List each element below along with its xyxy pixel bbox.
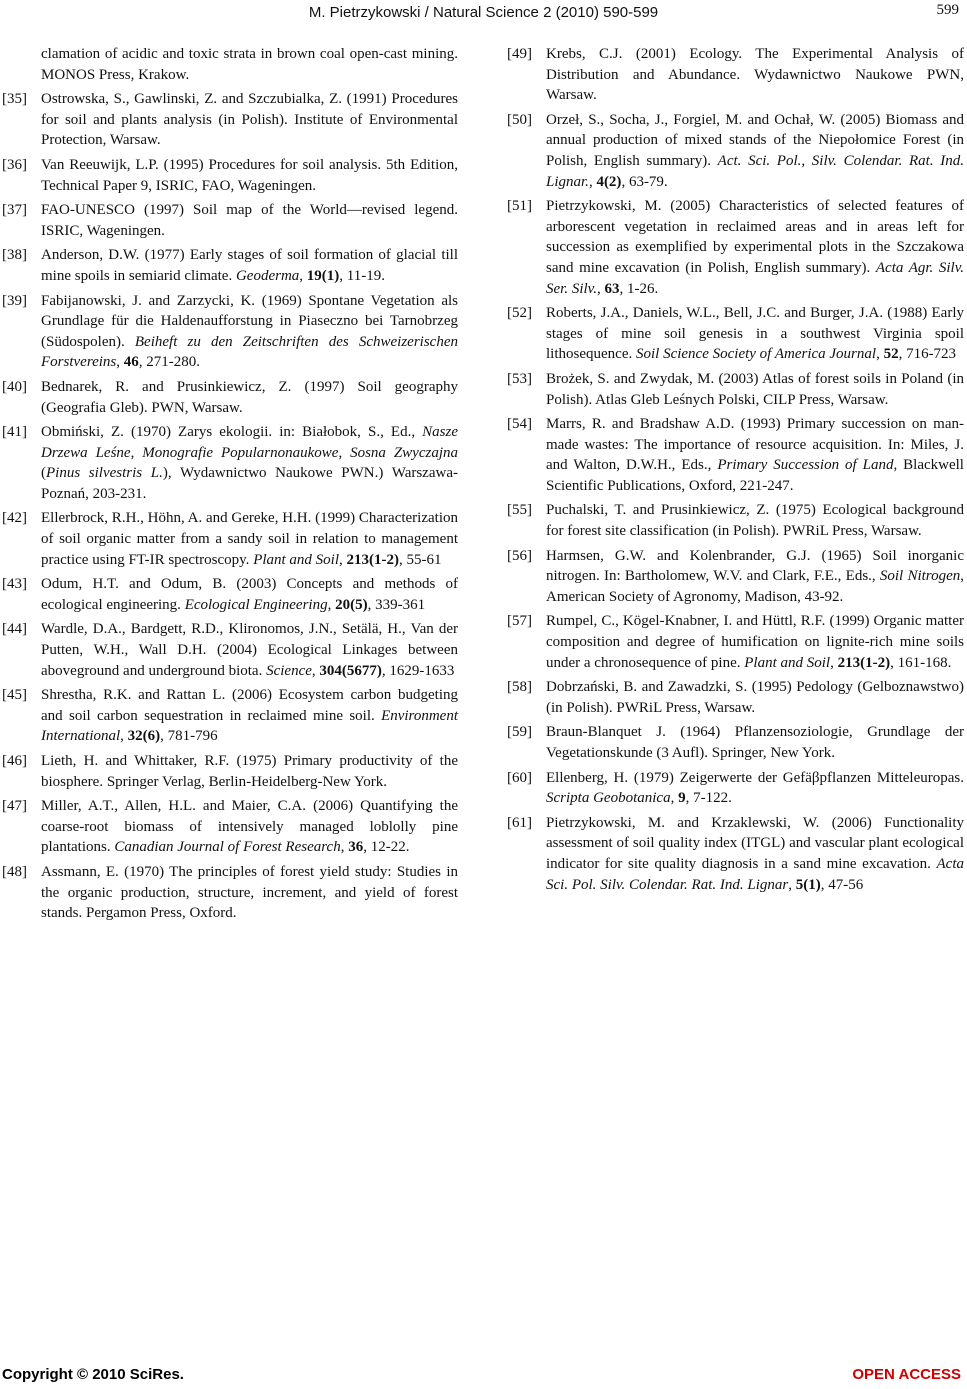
reference-source: Soil Science Society of America Journal bbox=[635, 346, 877, 363]
reference-number: [40] bbox=[2, 378, 27, 395]
reference-number: [54] bbox=[507, 416, 532, 433]
reference-fragment: Ostrowska, S., Gawlinski, Z. and Szczubialka, Z. (1991) Procedures for soil and plants analysis (in Polish). Institute of Environmental Protection, Warsaw. bbox=[41, 91, 458, 149]
reference-text bbox=[546, 110, 964, 192]
reference-number: [38] bbox=[2, 247, 27, 264]
reference-fragment: , bbox=[788, 876, 796, 893]
reference-source: Nasze Drzewa Leśne bbox=[41, 424, 458, 461]
reference-item bbox=[2, 751, 458, 792]
reference-text bbox=[41, 89, 458, 151]
reference-volume: 4(2) bbox=[596, 173, 622, 190]
reference-fragment: Shrestha, R.K. and Rattan L. (2006) Ecosystem carbon budgeting and soil carbon sequestration in reclaimed mine soil. bbox=[41, 687, 458, 724]
reference-fragment: , bbox=[670, 790, 679, 807]
reference-number: [43] bbox=[2, 576, 27, 593]
reference-item bbox=[2, 422, 458, 504]
reference-text bbox=[546, 369, 964, 410]
reference-fragment: , bbox=[327, 596, 336, 613]
reference-volume: 20(5) bbox=[335, 596, 368, 613]
reference-item bbox=[507, 369, 964, 410]
reference-volume: 32(6) bbox=[127, 728, 161, 745]
reference-item bbox=[507, 414, 964, 496]
reference-item bbox=[507, 611, 964, 673]
reference-text bbox=[546, 414, 964, 496]
reference-fragment: , 55-61 bbox=[399, 551, 442, 568]
reference-fragment: , bbox=[339, 551, 347, 568]
reference-fragment: Roberts, J.A., Daniels, W.L., Bell, J.C. and Burger, J.A. (1988) Early stages of mine soil genesis in a southwest Virginia spoil lithosequence. bbox=[546, 305, 964, 363]
right-column bbox=[507, 44, 964, 899]
reference-volume: 52 bbox=[883, 346, 899, 363]
reference-fragment: ( bbox=[41, 465, 46, 482]
reference-text bbox=[546, 722, 964, 763]
reference-fragment: , bbox=[876, 346, 884, 363]
open-access-label: OPEN ACCESS bbox=[852, 1366, 961, 1383]
reference-fragment: , 271-280. bbox=[138, 354, 201, 371]
reference-fragment: Dobrzański, B. and Zawadzki, S. (1995) Pedology (Gelboznawstwo) (in Polish). PWRiL Press, Warsaw. bbox=[546, 679, 964, 716]
reference-number: [60] bbox=[507, 769, 532, 786]
reference-item bbox=[2, 508, 458, 570]
reference-number: [50] bbox=[507, 111, 532, 128]
reference-text bbox=[41, 685, 458, 747]
reference-number: [48] bbox=[2, 863, 27, 880]
reference-fragment: Pietrzykowski, M. (2005) Characteristics of selected features of arborescent vegetation in reclaimed areas and in areas left for succession as exemplified by experimental plots in the Szczakowa sand mine excavation (in Polish, English summary). bbox=[546, 198, 964, 276]
reference-source: Acta Sci. Pol. Silv. Colendar. Rat. Ind. Lignar bbox=[546, 855, 964, 893]
reference-number: [52] bbox=[507, 305, 532, 322]
reference-fragment: , 63-79. bbox=[621, 173, 668, 190]
reference-source: Monografie Popularnonaukowe bbox=[142, 444, 339, 461]
reference-text bbox=[41, 508, 458, 570]
reference-item bbox=[2, 796, 458, 858]
reference-source: Environment International bbox=[41, 707, 458, 745]
reference-item bbox=[2, 619, 458, 681]
reference-item bbox=[507, 722, 964, 763]
reference-text bbox=[41, 796, 458, 858]
reference-fragment: Ellenberg, H. (1979) Zeigerwerte der Gefäβpflanzen Mitteleuropas. bbox=[546, 769, 964, 786]
reference-source: Geoderma bbox=[235, 267, 300, 284]
reference-item bbox=[507, 677, 964, 718]
right-reference-list bbox=[507, 44, 964, 895]
reference-text bbox=[41, 155, 458, 196]
reference-continuation: clamation of acidic and toxic strata in brown coal open-cast mining. MONOS Press, Krakow. bbox=[41, 46, 458, 83]
left-column bbox=[2, 44, 458, 928]
reference-item bbox=[507, 546, 964, 608]
reference-number: [59] bbox=[507, 724, 532, 741]
reference-number: [42] bbox=[2, 510, 27, 527]
reference-number: [53] bbox=[507, 370, 532, 387]
reference-fragment: Harmsen, G.W. and Kolenbrander, G.J. (1965) Soil inorganic nitrogen. In: Bartholomew, W.V. and Clark, F.E., Eds., bbox=[546, 547, 964, 585]
reference-fragment: , 161-168. bbox=[890, 654, 952, 671]
reference-fragment: , bbox=[299, 267, 307, 284]
reference-source: Soil Nitrogen bbox=[879, 568, 961, 585]
reference-source: Acta Agr. Silv. Ser. Silv. bbox=[546, 259, 964, 297]
reference-fragment: Brożek, S. and Zwydak, M. (2003) Atlas of forest soils in Poland (in Polish). Atlas Gleb Leśnych Polski, CILP Press, Warsaw. bbox=[546, 370, 964, 408]
reference-fragment: , bbox=[311, 662, 320, 679]
reference-item bbox=[2, 574, 458, 615]
reference-fragment: , 716-723 bbox=[898, 346, 957, 363]
reference-fragment: , American Society of Agronomy, Madison, 43-92. bbox=[546, 568, 964, 605]
reference-text bbox=[41, 377, 458, 418]
reference-source: Canadian Journal of Forest Research bbox=[114, 839, 341, 856]
reference-number: [39] bbox=[2, 292, 27, 309]
page-footer bbox=[0, 1366, 967, 1388]
reference-source: Ecological Engineering bbox=[184, 596, 328, 613]
reference-item bbox=[507, 303, 964, 365]
reference-fragment: , 339-361 bbox=[367, 596, 426, 613]
reference-fragment: Bednarek, R. and Prusinkiewicz, Z. (1997) Soil geography (Geografia Gleb). PWN, Warsaw. bbox=[41, 378, 458, 416]
reference-item bbox=[507, 196, 964, 299]
reference-fragment: , 12-22. bbox=[363, 839, 410, 856]
reference-source: Act. Sci. Pol., Silv. Colendar. Rat. Ind. Lignar. bbox=[546, 152, 965, 190]
reference-text bbox=[546, 611, 964, 673]
reference-item bbox=[507, 110, 964, 192]
reference-item bbox=[507, 500, 964, 541]
reference-source: Sosna Zwyczajna bbox=[350, 444, 458, 461]
reference-text bbox=[546, 500, 964, 541]
reference-fragment: , 1-26. bbox=[619, 280, 659, 297]
reference-number: [55] bbox=[507, 502, 532, 519]
reference-fragment: Braun-Blanquet J. (1964) Pflanzensoziologie, Grundlage der Vegetationskunde (3 Aufl). Springer, New York. bbox=[546, 724, 964, 761]
reference-fragment: , 781-796 bbox=[160, 728, 218, 745]
reference-fragment: , 11-19. bbox=[339, 267, 385, 284]
reference-fragment: , bbox=[120, 728, 128, 745]
page-number: 599 bbox=[936, 2, 959, 18]
reference-text bbox=[41, 619, 458, 681]
reference-fragment: Obmiński, Z. (1970) Zarys ekologii. in: Białobok, S., Ed., bbox=[41, 424, 423, 441]
copyright-notice: Copyright © 2010 SciRes. bbox=[2, 1366, 184, 1383]
reference-fragment: Orzeł, S., Socha, J., Forgiel, M. and Ochał, W. (2005) Biomass and annual production of mixed stands of the Niepołomice Forest (in Polish, English summary). bbox=[546, 111, 964, 169]
reference-number: [49] bbox=[507, 46, 532, 62]
reference-text bbox=[546, 196, 964, 299]
reference-volume: 19(1) bbox=[306, 267, 340, 284]
reference-volume: 46 bbox=[123, 354, 139, 371]
reference-fragment: , 7-122. bbox=[685, 790, 732, 807]
reference-source: Beiheft zu den Zeitschriften des Schweizerischen Forstvereins bbox=[41, 333, 458, 371]
reference-number: [58] bbox=[507, 679, 532, 696]
reference-text bbox=[41, 751, 458, 792]
reference-fragment: , bbox=[340, 839, 349, 856]
reference-fragment: Lieth, H. and Whittaker, R.F. (1975) Primary productivity of the biosphere. Springer Verlag, Berlin-Heidelberg-New York. bbox=[41, 753, 458, 790]
reference-number: [44] bbox=[2, 621, 27, 638]
reference-fragment: Fabijanowski, J. and Zarzycki, K. (1969) Spontane Vegetation als Grundlage für die Haldenaufforstung in Piaseczno bei Tarnobrzeg (Südospolen). bbox=[41, 292, 458, 350]
reference-fragment: , 1629-1633 bbox=[381, 662, 455, 679]
reference-fragment: Marrs, R. and Bradshaw A.D. (1993) Primary succession on man-made wastes: The importance of resource acquisition. In: Miles, J. and Walton, D.W.H., Eds., bbox=[546, 416, 964, 474]
reference-text bbox=[546, 44, 964, 106]
reference-text bbox=[546, 677, 964, 718]
running-title: M. Pietrzykowski / Natural Science 2 (2010) 590-599 bbox=[308, 4, 659, 21]
reference-text bbox=[41, 574, 458, 615]
reference-fragment: Miller, A.T., Allen, H.L. and Maier, C.A. (2006) Quantifying the coarse-root biomass of intensively managed loblolly pine plantations. bbox=[41, 798, 458, 856]
reference-fragment: , Blackwell Scientific Publications, Oxford, 221-247. bbox=[546, 457, 964, 494]
reference-text bbox=[41, 245, 458, 286]
reference-text bbox=[546, 303, 964, 365]
reference-text bbox=[41, 200, 458, 241]
reference-text bbox=[41, 422, 458, 504]
reference-volume: 304(5677) bbox=[319, 662, 382, 679]
reference-source: Primary Succession of Land bbox=[717, 457, 894, 474]
reference-fragment: , bbox=[588, 173, 597, 190]
reference-item bbox=[2, 685, 458, 747]
reference-fragment: Rumpel, C., Kögel-Knabner, I. and Hüttl, R.F. (1999) Organic matter composition and degree of humification on lignite-rich mine soils under a chronosequence of pine. bbox=[546, 613, 964, 671]
reference-item bbox=[507, 813, 964, 895]
reference-text bbox=[41, 291, 458, 373]
reference-number: [61] bbox=[507, 814, 532, 831]
reference-text bbox=[546, 546, 964, 608]
reference-source: Science bbox=[266, 662, 312, 679]
reference-item bbox=[507, 44, 964, 106]
reference-item bbox=[2, 291, 458, 373]
reference-fragment: Odum, H.T. and Odum, B. (2003) Concepts and methods of ecological engineering. bbox=[41, 576, 458, 613]
reference-fragment: Van Reeuwijk, L.P. (1995) Procedures for soil analysis. 5th Edition, Technical Paper 9, ISRIC, FAO, Wageningen. bbox=[41, 156, 458, 194]
reference-fragment: , bbox=[596, 280, 605, 297]
reference-fragment: Anderson, D.W. (1977) Early stages of soil formation of glacial till mine spoils in semiarid climate. bbox=[41, 247, 458, 284]
reference-item bbox=[2, 89, 458, 151]
reference-number: [41] bbox=[2, 424, 27, 441]
reference-volume: 36 bbox=[348, 839, 364, 856]
reference-fragment: Krebs, C.J. (2001) Ecology. The Experimental Analysis of Distribution and Abundance. Wydawnictwo Naukowe PWN, Warsaw. bbox=[546, 46, 964, 104]
reference-fragment: Ellerbrock, R.H., Höhn, A. and Gereke, H.H. (1999) Characterization of soil organic matter from a sandy soil in relation to management practice using FT-IR spectroscopy. bbox=[41, 510, 458, 568]
reference-number: [46] bbox=[2, 753, 27, 769]
reference-item bbox=[2, 155, 458, 196]
reference-fragment: Pietrzykowski, M. and Krzaklewski, W. (2006) Functionality assessment of soil quality index (ITGL) and vascular plant ecological indicator for site quality diagnosis in a sand mine excavation. bbox=[546, 814, 964, 872]
reference-number: [57] bbox=[507, 613, 532, 630]
reference-item bbox=[2, 377, 458, 418]
reference-item bbox=[2, 200, 458, 241]
reference-item bbox=[2, 245, 458, 286]
page-header bbox=[0, 2, 967, 24]
reference-source: Plant and Soil bbox=[744, 654, 831, 671]
reference-fragment: , bbox=[116, 354, 124, 371]
reference-fragment: FAO-UNESCO (1997) Soil map of the World—revised legend. ISRIC, Wageningen. bbox=[41, 202, 458, 239]
reference-source: Pinus silvestris L. bbox=[46, 465, 163, 482]
reference-volume: 63 bbox=[604, 280, 620, 297]
reference-fragment: Wardle, D.A., Bardgett, R.D., Klironomos, J.N., Setälä, H., Van der Putten, W.H., Wall D.H. (2004) Ecological Linkages between aboveground and underground biota. bbox=[41, 621, 458, 679]
reference-fragment: , bbox=[830, 654, 838, 671]
reference-number: [35] bbox=[2, 91, 27, 108]
reference-fragment: ), Wydawnictwo Naukowe PWN.) Warszawa-Poznań, 203-231. bbox=[41, 465, 458, 502]
reference-fragment: , bbox=[130, 444, 143, 461]
reference-volume: 9 bbox=[678, 790, 686, 807]
reference-text bbox=[546, 768, 964, 809]
reference-fragment: , bbox=[338, 444, 351, 461]
reference-number: [51] bbox=[507, 198, 532, 215]
left-reference-list bbox=[2, 89, 458, 924]
reference-volume: 5(1) bbox=[795, 876, 821, 893]
reference-item bbox=[2, 862, 458, 924]
reference-number: [56] bbox=[507, 547, 532, 564]
reference-number: [37] bbox=[2, 202, 27, 219]
reference-source: Plant and Soil bbox=[253, 551, 340, 568]
reference-fragment: Puchalski, T. and Prusinkiewicz, Z. (1975) Ecological background for forest site classification (in Polish). PWRiL Press, Warsaw. bbox=[546, 502, 964, 540]
reference-text bbox=[41, 862, 458, 924]
reference-number: [47] bbox=[2, 798, 27, 815]
reference-fragment: , 47-56 bbox=[820, 876, 864, 893]
reference-number: [36] bbox=[2, 156, 27, 173]
reference-text bbox=[546, 813, 964, 895]
reference-volume: 213(1-2) bbox=[346, 551, 400, 568]
reference-item bbox=[507, 768, 964, 809]
reference-source: Scripta Geobotanica bbox=[546, 790, 671, 807]
reference-fragment: Assmann, E. (1970) The principles of forest yield study: Studies in the organic production, structure, increment, and yield of forest stands. Pergamon Press, Oxford. bbox=[41, 863, 458, 922]
reference-volume: 213(1-2) bbox=[837, 654, 891, 671]
reference-number: [45] bbox=[2, 687, 27, 704]
